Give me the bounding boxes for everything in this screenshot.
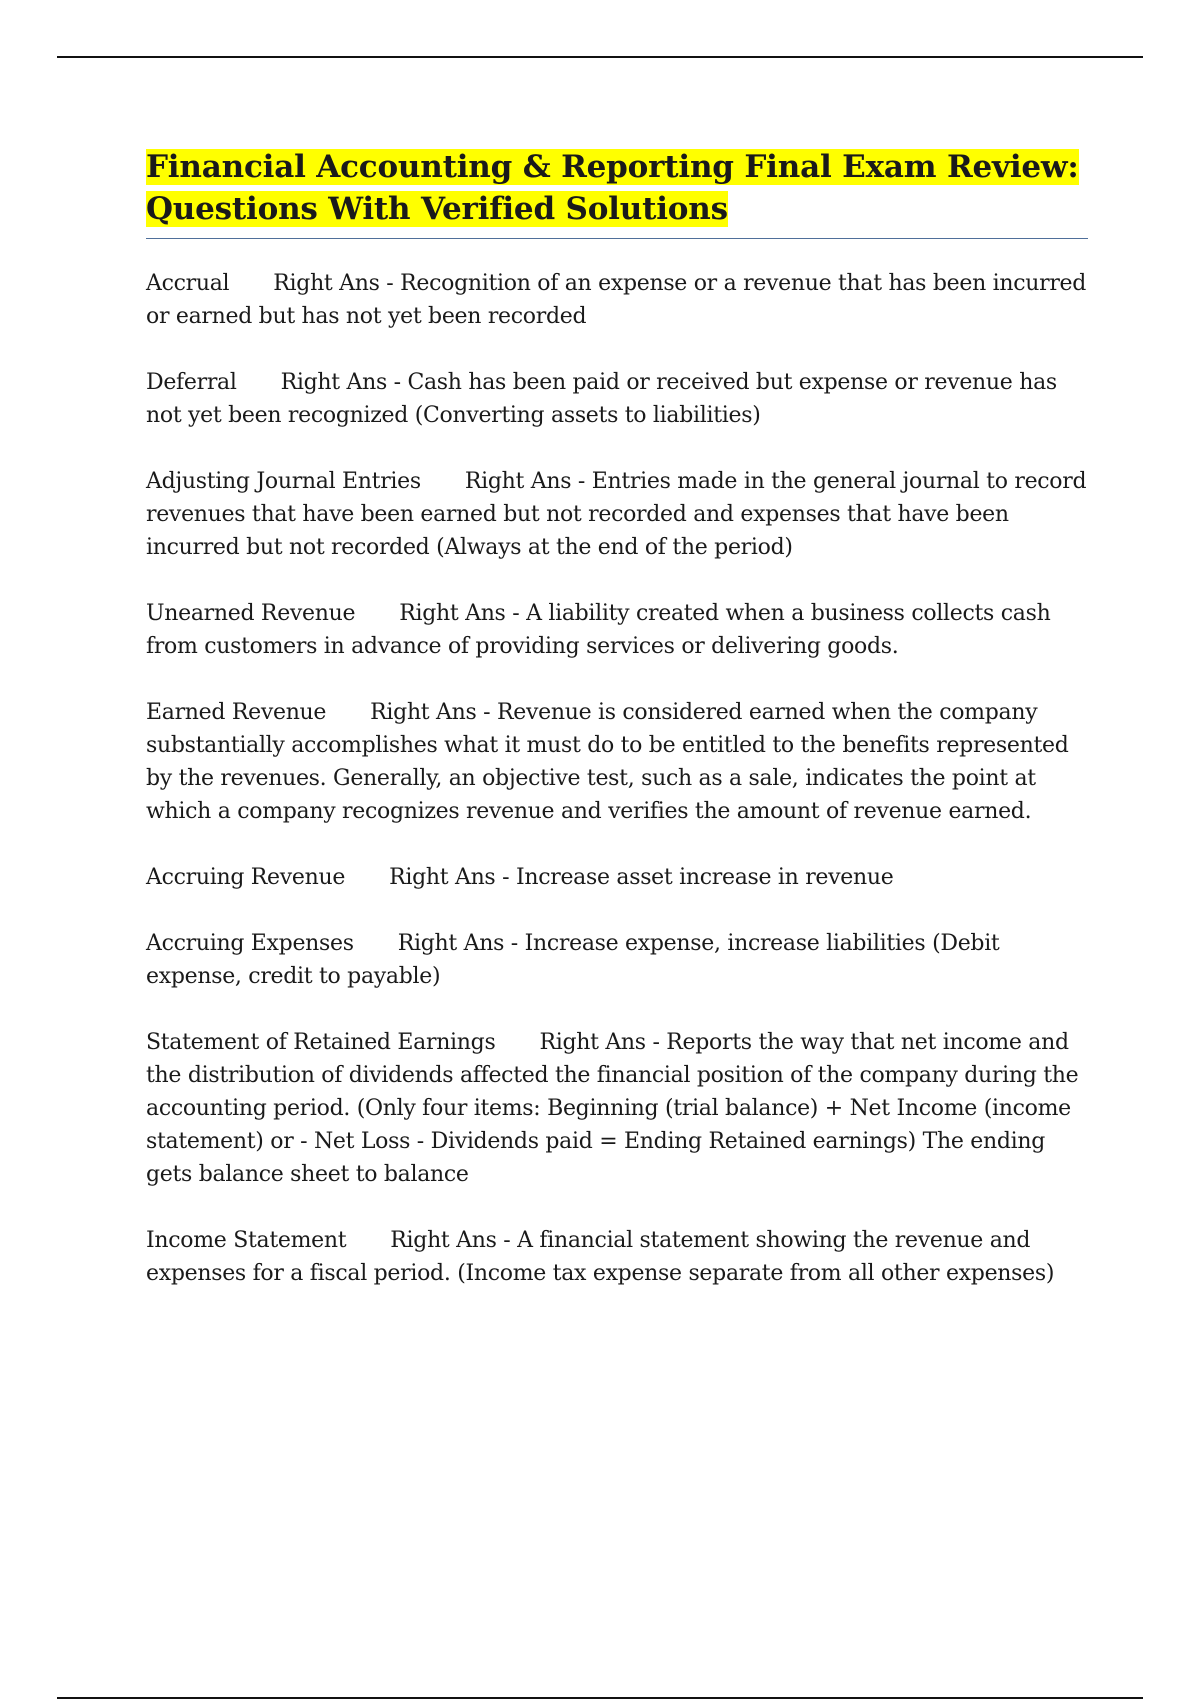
qa-entry-list: [146, 267, 1088, 1290]
entry-term: Accruing Expenses: [146, 931, 354, 956]
entry-term: Accrual: [146, 271, 230, 296]
entry-term: Statement of Retained Earnings: [146, 1030, 496, 1055]
document-body: [146, 146, 1088, 1323]
qa-entry: [146, 597, 1088, 663]
entry-answer: Right Ans - A liability created when a business collects cash from customers in advance of providing services or delivering goods.: [146, 601, 1051, 659]
qa-entry: [146, 1026, 1088, 1191]
entry-answer: Right Ans - Increase expense, increase liabilities (Debit expense, credit to payable): [146, 931, 1000, 989]
qa-entry: [146, 1224, 1088, 1290]
entry-answer: Right Ans - A financial statement showing the revenue and expenses for a fiscal period. (Income tax expense separate from all other expenses): [146, 1228, 1055, 1286]
entry-term: Earned Revenue: [146, 700, 327, 725]
entry-answer: Right Ans - Recognition of an expense or a revenue that has been incurred or earned but has not yet been recorded: [146, 271, 1087, 329]
entry-term: Deferral: [146, 370, 237, 395]
entry-term: Income Statement: [146, 1228, 347, 1253]
entry-term: Unearned Revenue: [146, 601, 356, 626]
entry-term: Accruing Revenue: [146, 865, 346, 890]
qa-entry: [146, 366, 1088, 432]
qa-entry: [146, 861, 1088, 894]
document-title-text: Financial Accounting & Reporting Final Exam Review: Questions With Verified Solutions: [146, 149, 1079, 227]
entry-answer: Right Ans - Revenue is considered earned when the company substantially accomplishes what it must do to be entitled to the benefits represented by the revenues. Generally, an objective test, such as a sale, indicates the point at which a company recognizes revenue and verifies the amount of revenue earned.: [146, 700, 1069, 824]
qa-entry: [146, 927, 1088, 993]
qa-entry: [146, 696, 1088, 828]
document-title: [146, 146, 1088, 230]
title-underline: [146, 238, 1088, 239]
entry-answer: Right Ans - Reports the way that net income and the distribution of dividends affected the financial position of the company during the accounting period. (Only four items: Beginning (trial balance) + Net Income (income statement) or - Net Loss - Dividends paid = Ending Retained earnings) The ending gets balance sheet to balance: [146, 1030, 1079, 1187]
entry-term: Adjusting Journal Entries: [146, 469, 421, 494]
entry-answer: Right Ans - Entries made in the general journal to record revenues that have been earned but not recorded and expenses that have been incurred but not recorded (Always at the end of the period): [146, 469, 1087, 560]
page-top-rule: [57, 56, 1143, 58]
qa-entry: [146, 267, 1088, 333]
entry-answer: Right Ans - Increase asset increase in revenue: [389, 865, 894, 890]
page-bottom-rule: [57, 1697, 1143, 1699]
qa-entry: [146, 465, 1088, 564]
entry-answer: Right Ans - Cash has been paid or received but expense or revenue has not yet been recognized (Converting assets to liabilities): [146, 370, 1057, 428]
